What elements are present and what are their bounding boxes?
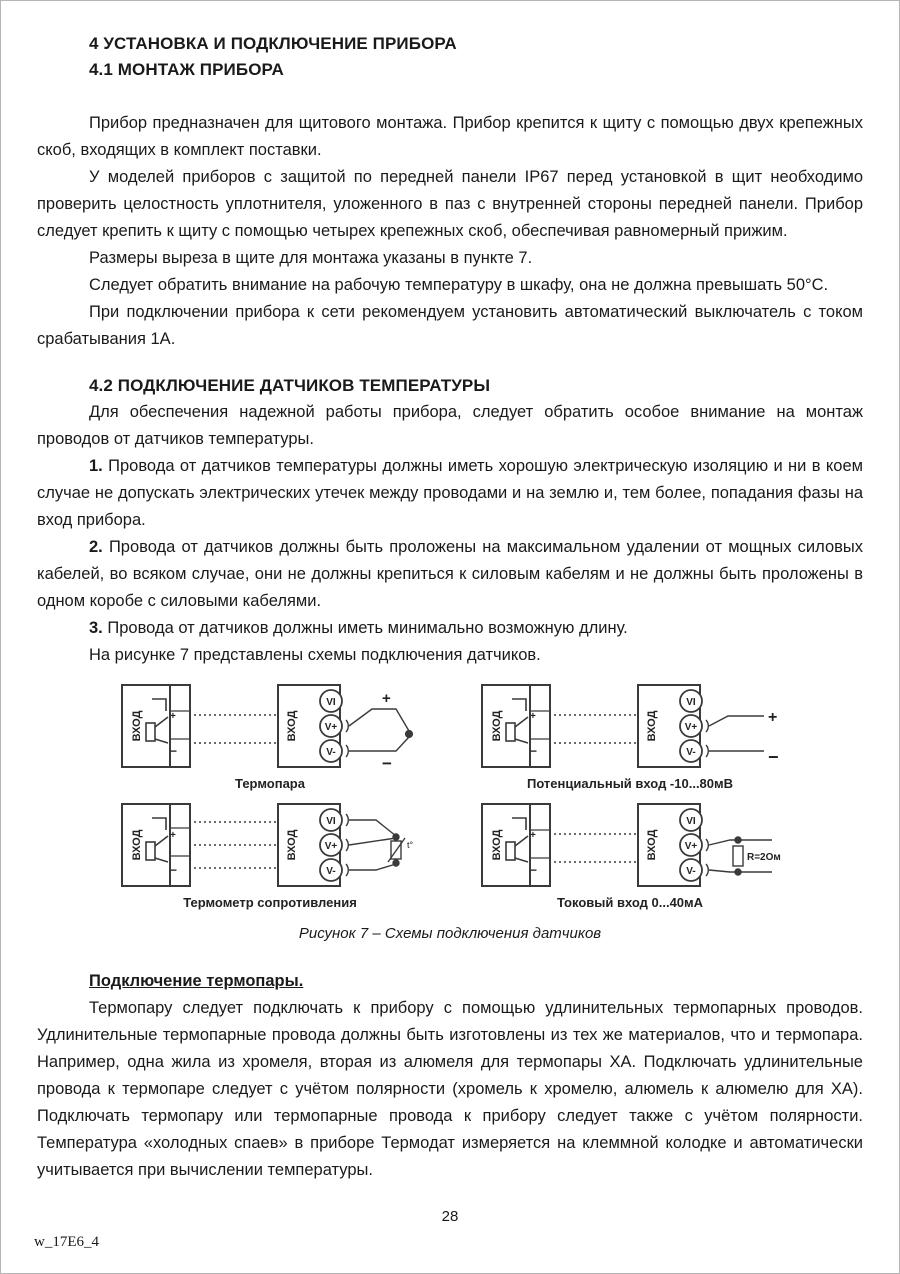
- polarity-minus: −: [530, 863, 538, 877]
- input-label: ВХОД: [131, 829, 143, 861]
- list-item-2-text: Провода от датчиков должны быть проложены на максимальном удалении от мощных силовых кабелей, во всяком случае, они не должны крепиться к силовым кабелям и не должны быть проложены в одном коробе с силовыми кабелями.: [37, 538, 863, 610]
- diagram-current-input-label: Токовый вход 0...40мА: [556, 895, 704, 910]
- paragraph-mounting-2: У моделей приборов с защитой по передней панели IP67 перед установкой в щит необходимо проверить целостность уплотнителя, уложенного в паз с внутренней стороны передней панели. Прибор следует крепить к щиту с помощью четырех крепежных скоб, обеспечивая равномерный прижим.: [37, 168, 863, 240]
- section-4-2-heading: 4.2 ПОДКЛЮЧЕНИЕ ДАТЧИКОВ ТЕМПЕРАТУРЫ: [89, 376, 491, 395]
- section-4-1-heading: 4.1 МОНТАЖ ПРИБОРА: [89, 60, 284, 79]
- thermocouple-connection-heading: Подключение термопары.: [89, 972, 304, 990]
- list-item-1-number: 1.: [89, 457, 103, 475]
- polarity-plus: +: [530, 830, 536, 841]
- terminal-vplus: V+: [684, 722, 698, 733]
- terminal-vi: VI: [686, 697, 696, 708]
- input-label: ВХОД: [286, 829, 298, 861]
- page-number: 28: [441, 1208, 459, 1225]
- terminal-vminus: V-: [326, 866, 336, 877]
- figure-7-caption: Рисунок 7 – Схемы подключения датчиков: [298, 925, 602, 942]
- terminal-vi: VI: [326, 697, 336, 708]
- list-item-2: [37, 534, 863, 615]
- rtd-schematic-icon: [110, 798, 430, 894]
- list-item-1: [37, 453, 863, 534]
- paragraph-figure-ref: На рисунке 7 представлены схемы подключения датчиков.: [89, 646, 541, 664]
- section-4-heading: 4 УСТАНОВКА И ПОДКЛЮЧЕНИЕ ПРИБОРА: [89, 34, 457, 53]
- list-item-3: [37, 615, 863, 642]
- input-label: ВХОД: [491, 710, 503, 742]
- input-label: ВХОД: [131, 710, 143, 742]
- diagram-potential-input-label: Потенциальный вход -10...80мВ: [526, 776, 734, 791]
- list-item-2-number: 2.: [89, 538, 103, 556]
- wire-minus-label: −: [382, 754, 392, 773]
- list-item-3-number: 3.: [89, 619, 103, 637]
- paragraph-temperature: Следует обратить внимание на рабочую температуру в шкафу, она не должна превышать 50°С.: [89, 276, 829, 294]
- diagram-current-input: [460, 798, 800, 911]
- potential-input-schematic-icon: [470, 679, 790, 775]
- polarity-minus: −: [170, 863, 178, 877]
- paragraph-cutout: Размеры выреза в щите для монтажа указаны в пункте 7.: [89, 249, 533, 267]
- list-item-1-text: Провода от датчиков температуры должны иметь хорошую электрическую изоляцию и ни в коем случае не допускать электрических утечек между проводами и на землю и, тем более, попадания фазы на вход прибора.: [37, 457, 863, 529]
- wire-minus-label: −: [768, 747, 779, 767]
- thermocouple-schematic-icon: [110, 679, 430, 775]
- paragraph-mounting-1: Прибор предназначен для щитового монтажа. Прибор крепится к щиту с помощью двух крепежных скоб, входящих в комплект поставки.: [37, 114, 863, 159]
- polarity-plus: +: [170, 711, 176, 722]
- terminal-vi: VI: [686, 816, 696, 827]
- input-label: ВХОД: [286, 710, 298, 742]
- document-code: w_17E6_4: [34, 1234, 99, 1250]
- terminal-vminus: V-: [686, 866, 696, 877]
- diagram-potential-input: [460, 679, 800, 792]
- polarity-plus: +: [170, 830, 176, 841]
- terminal-vminus: V-: [326, 747, 336, 758]
- rtd-temp-symbol: t°: [407, 840, 414, 850]
- terminal-vplus: V+: [684, 841, 698, 852]
- page-content: [1, 1, 899, 1184]
- current-input-schematic-icon: [470, 798, 790, 894]
- wire-plus-label: +: [382, 690, 391, 707]
- diagram-rtd-label: Термометр сопротивления: [183, 895, 357, 910]
- polarity-minus: −: [530, 744, 538, 758]
- figure-7: [100, 679, 800, 911]
- polarity-plus: +: [530, 711, 536, 722]
- terminal-vplus: V+: [324, 722, 338, 733]
- diagram-thermocouple: [100, 679, 440, 792]
- paragraph-sensors-intro: Для обеспечения надежной работы прибора, следует обратить особое внимание на монтаж проводов от датчиков температуры.: [37, 403, 863, 448]
- wire-plus-label: +: [768, 709, 778, 726]
- diagram-rtd: [100, 798, 440, 911]
- diagram-thermocouple-label: Термопара: [235, 776, 305, 791]
- terminal-vplus: V+: [324, 841, 338, 852]
- list-item-3-text: Провода от датчиков должны иметь минимально возможную длину.: [107, 619, 628, 637]
- polarity-minus: −: [170, 744, 178, 758]
- input-label: ВХОД: [491, 829, 503, 861]
- paragraph-thermocouple-connection: Термопару следует подключать к прибору с помощью удлинительных термопарных проводов. Удлинительные термопарные провода должны быть изготовлены из тех же материалов, что и термопара. Например, одна жила из хромеля, вторая из алюмеля для термопары ХА. Подключать удлинительные провода к термопаре следует с учётом полярности (хромель к хромелю, алюмель к алюмелю для ХА). Подключать термопару или термопарные провода к прибору следует также с учётом полярности. Температура «холодных спаев» в приборе Термодат измеряется на клеммной колодке и автоматически учитывается при вычислении температуры.: [37, 999, 863, 1179]
- terminal-vminus: V-: [686, 747, 696, 758]
- paragraph-breaker: При подключении прибора к сети рекомендуем установить автоматический выключатель с током срабатывания 1А.: [37, 303, 863, 348]
- input-label: ВХОД: [646, 710, 658, 742]
- input-label: ВХОД: [646, 829, 658, 861]
- terminal-vi: VI: [326, 816, 336, 827]
- shunt-resistor-label: R=2Ом: [747, 852, 781, 863]
